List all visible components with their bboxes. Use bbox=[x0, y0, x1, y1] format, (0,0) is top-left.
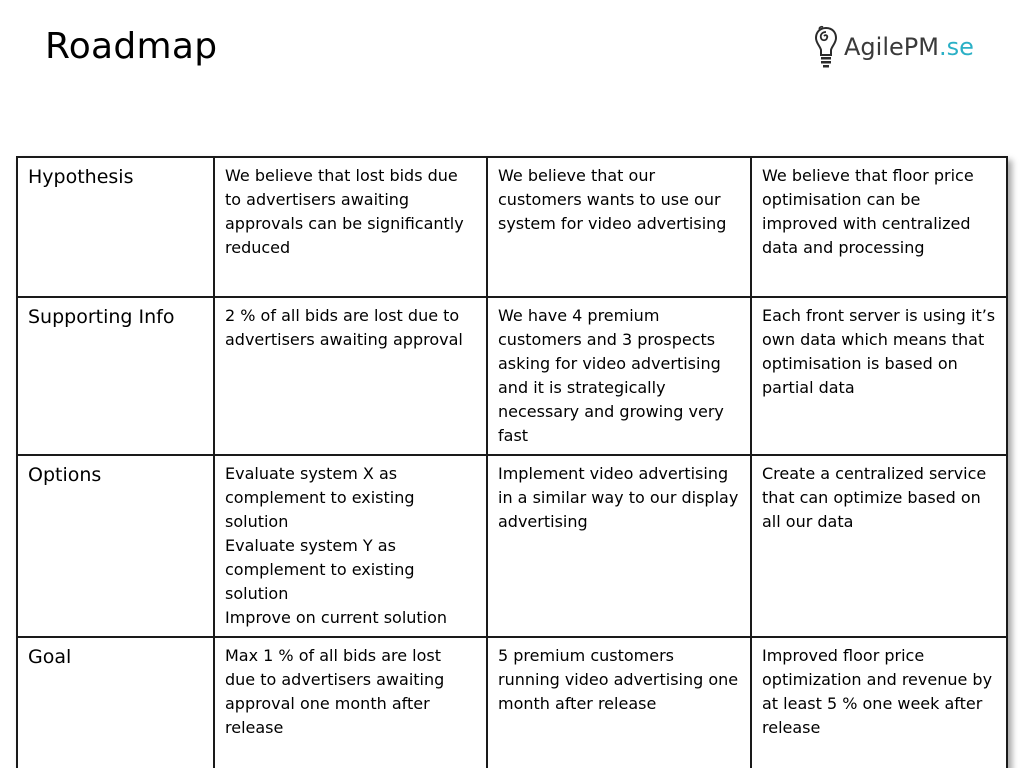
cell-text: Improve on current solution bbox=[225, 608, 448, 627]
row-header: Supporting Info bbox=[17, 297, 214, 455]
table-cell bbox=[487, 297, 751, 455]
cell-text: We believe that our customers wants to use our system for video advertising bbox=[498, 166, 727, 233]
cell-text: Improved floor price optimization and revenue by at least 5 % one week after release bbox=[762, 646, 993, 737]
table-cell bbox=[487, 157, 751, 297]
cell-text: 2 % of all bids are lost due to advertisers awaiting approval bbox=[225, 306, 463, 349]
cell-text: We have 4 premium customers and 3 prospects asking for video advertising and it is strategically necessary and growing very fast bbox=[498, 306, 724, 445]
table-cell bbox=[214, 157, 487, 297]
cell-text: Each front server is using it’s own data which means that optimisation is based on partial data bbox=[762, 306, 996, 397]
row-header: Goal bbox=[17, 637, 214, 768]
table-row-goal bbox=[17, 637, 1007, 768]
table-cell bbox=[487, 455, 751, 637]
table-row-options bbox=[17, 455, 1007, 637]
table-cell bbox=[751, 455, 1007, 637]
roadmap-table bbox=[16, 156, 1008, 768]
table-cell bbox=[751, 157, 1007, 297]
table-row-hypothesis bbox=[17, 157, 1007, 297]
table-cell bbox=[214, 637, 487, 768]
cell-text: Implement video advertising in a similar way to our display advertising bbox=[498, 464, 739, 531]
logo-tld: .se bbox=[938, 33, 974, 61]
table-cell bbox=[751, 297, 1007, 455]
table-cell bbox=[751, 637, 1007, 768]
table-row-supporting-info bbox=[17, 297, 1007, 455]
logo-text bbox=[844, 25, 974, 69]
table-cell bbox=[214, 297, 487, 455]
agilepm-logo bbox=[812, 24, 974, 70]
cell-text: Max 1 % of all bids are lost due to advertisers awaiting approval one month after release bbox=[225, 646, 445, 737]
cell-text: We believe that lost bids due to advertisers awaiting approvals can be significantly reduced bbox=[225, 166, 464, 257]
table-cell bbox=[214, 455, 487, 637]
table-cell bbox=[487, 637, 751, 768]
logo-name: AgilePM bbox=[844, 33, 939, 61]
lightbulb-swirl-icon bbox=[812, 25, 840, 69]
cell-text: 5 premium customers running video advertising one month after release bbox=[498, 646, 739, 713]
cell-text: Evaluate system X as complement to existing solution bbox=[225, 464, 415, 531]
cell-text: We believe that floor price optimisation can be improved with centralized data and processing bbox=[762, 166, 974, 257]
page-title: Roadmap bbox=[45, 26, 218, 67]
cell-text: Create a centralized service that can optimize based on all our data bbox=[762, 464, 987, 531]
row-header: Options bbox=[17, 455, 214, 637]
cell-text: Evaluate system Y as complement to existing solution bbox=[225, 536, 415, 603]
row-header: Hypothesis bbox=[17, 157, 214, 297]
